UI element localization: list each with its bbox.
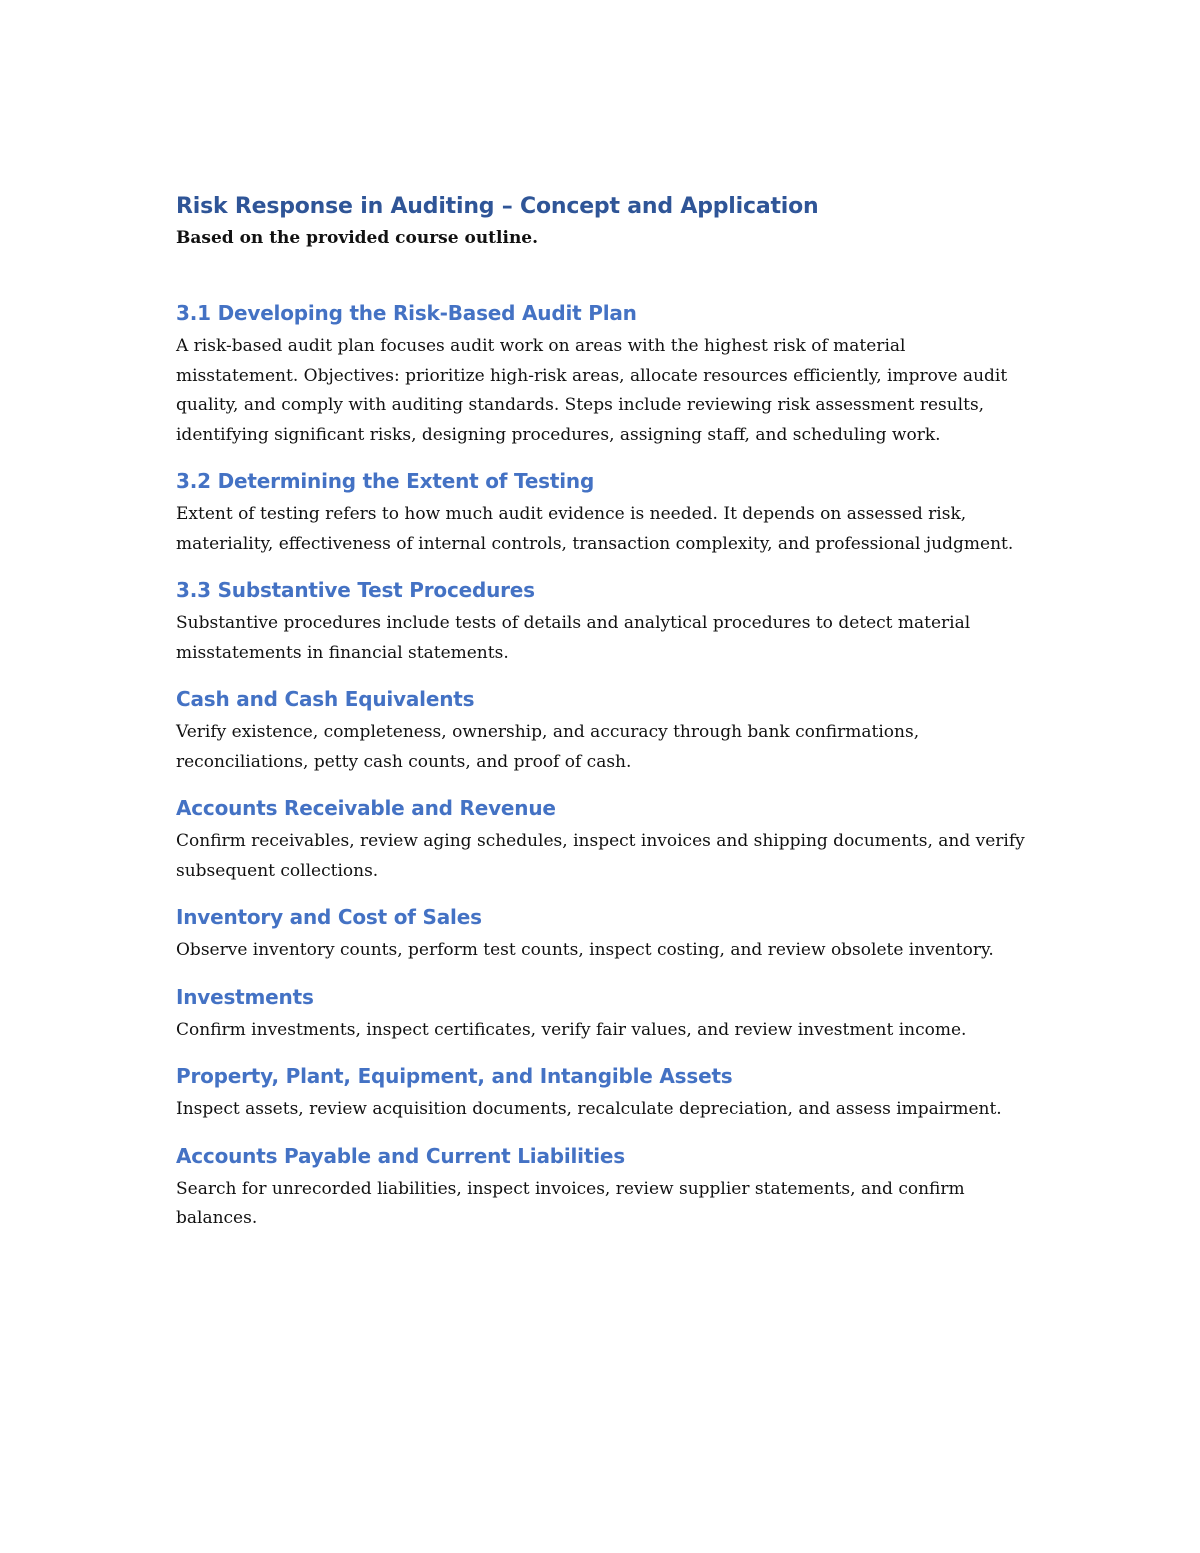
section-developing-plan — [176, 298, 1026, 450]
section-heading: Investments — [176, 984, 314, 1009]
section-heading: Cash and Cash Equivalents — [176, 687, 475, 711]
section-receivables — [176, 793, 1026, 886]
document-content — [176, 190, 1026, 1234]
section-heading: Accounts Receivable and Revenue — [176, 796, 556, 820]
section-body: Confirm receivables, review aging schedules, inspect invoices and shipping documents, and verify subsequent collections. — [176, 831, 1025, 881]
section-body: Extent of testing refers to how much audit evidence is needed. It depends on assessed risk, materiality, effectiveness of internal controls, transaction complexity, and professional judgment. — [176, 504, 1014, 554]
section-investments — [176, 982, 1026, 1046]
section-heading: 3.2 Determining the Extent of Testing — [176, 469, 595, 493]
section-heading: 3.1 Developing the Risk-Based Audit Plan — [176, 301, 637, 325]
document-title: Risk Response in Auditing – Concept and Application — [176, 194, 819, 219]
section-inventory — [176, 902, 1026, 966]
section-body: Inspect assets, review acquisition documents, recalculate depreciation, and assess impairment. — [176, 1099, 1002, 1119]
section-heading: Accounts Payable and Current Liabilities — [176, 1143, 625, 1168]
section-body: Search for unrecorded liabilities, inspect invoices, review supplier statements, and confirm balances. — [176, 1178, 965, 1228]
document-subtitle: Based on the provided course outline. — [176, 228, 539, 248]
section-payables — [176, 1141, 1026, 1234]
section-heading: Property, Plant, Equipment, and Intangible Assets — [176, 1064, 733, 1088]
section-body: Substantive procedures include tests of details and analytical procedures to detect material misstatements in financial statements. — [176, 613, 971, 663]
section-body: Observe inventory counts, perform test counts, inspect costing, and review obsolete inventory. — [176, 940, 994, 960]
section-heading: Inventory and Cost of Sales — [176, 905, 482, 929]
section-substantive-procedures — [176, 575, 1026, 668]
section-extent-of-testing — [176, 466, 1026, 559]
section-body: Verify existence, completeness, ownership, and accuracy through bank confirmations, reconciliations, petty cash counts, and proof of cash. — [176, 722, 920, 772]
section-body: Confirm investments, inspect certificates, verify fair values, and review investment income. — [176, 1019, 967, 1040]
section-body: A risk-based audit plan focuses audit work on areas with the highest risk of material misstatement. Objectives: prioritize high-risk areas, allocate resources efficiently, improve audit quality, and comply with auditing standards. Steps include reviewing risk assessment results, identifying significant risks, designing procedures, assigning staff, and scheduling work. — [176, 336, 1008, 445]
section-ppe — [176, 1061, 1026, 1125]
section-heading: 3.3 Substantive Test Procedures — [176, 578, 535, 602]
section-cash — [176, 684, 1026, 777]
